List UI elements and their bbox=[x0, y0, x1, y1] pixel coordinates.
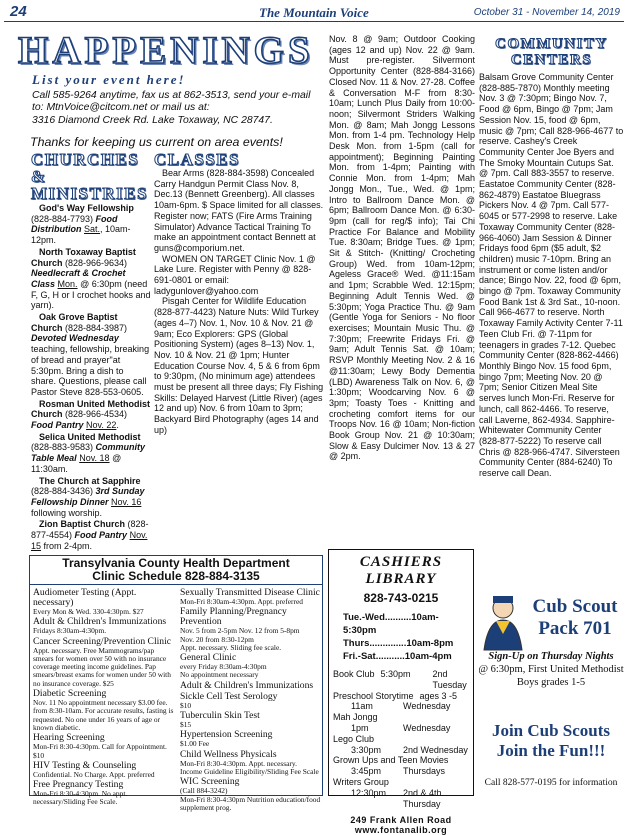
clinic-subtitle: Clinic Schedule 828-884-3135 bbox=[30, 570, 322, 585]
library-event bbox=[333, 691, 469, 702]
library-event-time: 11am bbox=[351, 701, 373, 712]
clinic-detail: (Call 884-3242) Mon-Fri 8:30-4:30pm Nutrition education/food supplement prog. bbox=[180, 786, 321, 812]
church-phone: (828-884-3436) bbox=[31, 486, 96, 497]
library-event-time: 3:45pm bbox=[351, 766, 382, 777]
church-entry bbox=[31, 519, 151, 551]
library-event-time: 3:30pm bbox=[351, 744, 382, 755]
scout-grades: Boys grades 1-5 bbox=[516, 677, 586, 688]
church-event: 3rd Sunday Fellowship Dinner bbox=[31, 486, 145, 507]
church-date: Nov. 18 bbox=[79, 453, 110, 464]
library-events bbox=[333, 669, 469, 809]
intro-line: to: MtnVoice@citcom.net or mail us at: bbox=[32, 102, 210, 114]
scout-call: Call 828-577-0195 for information bbox=[484, 778, 618, 788]
thanks-line: Thanks for keeping us current on area events! bbox=[30, 135, 283, 149]
silvermont-column bbox=[329, 34, 475, 462]
clinic-detail: Nov. 5 from 2-5pm Nov. 12 from 5-8pm Nov. 20 from 8:30-12pm Appt. necessary. Sliding fee scale. bbox=[180, 626, 300, 652]
church-event: Food Distribution bbox=[31, 213, 118, 235]
church-detail: @ 6:30pm (need F, G, H or I crochet hooks and yarn). bbox=[31, 278, 151, 311]
church-event: Needlecraft & Crochet Class bbox=[31, 268, 126, 289]
page-header bbox=[4, 2, 624, 22]
library-event bbox=[333, 669, 469, 691]
church-phone: (828-884-7793) bbox=[31, 213, 96, 224]
clinic-service: Adult & Children's Immunizations bbox=[33, 616, 167, 628]
classes-list bbox=[154, 168, 326, 436]
page-title: HAPPENINGS bbox=[18, 29, 314, 72]
church-detail: @ 11:30am. bbox=[31, 453, 122, 474]
library-hours-line: Tue.-Wed..........10am-5:30pm bbox=[343, 612, 439, 636]
clinic-detail: Every Mon & Wed. 330-4:30pm. $27 bbox=[33, 607, 144, 616]
church-event: Food Pantry bbox=[31, 420, 84, 431]
library-event-time: 12:30pm bbox=[351, 787, 387, 798]
library-event-time: ages 3 -5 bbox=[419, 690, 458, 701]
churches-heading: CHURCHES & MINISTRIES bbox=[31, 150, 149, 203]
clinic-service: Adult & Children's Immunizations bbox=[180, 679, 314, 691]
library-event-name: Writers Group bbox=[333, 776, 389, 787]
classes-column bbox=[154, 151, 326, 436]
church-name: Selica United Methodist bbox=[39, 431, 141, 442]
library-hours bbox=[343, 611, 469, 663]
scout-figure-icon bbox=[478, 592, 528, 652]
church-detail: following worship. bbox=[31, 507, 103, 518]
library-title: CASHIERS LIBRARY bbox=[359, 554, 443, 587]
church-event: Devoted Wednesday bbox=[31, 333, 119, 344]
library-event-name: Grown Ups and Teen Movies bbox=[333, 755, 449, 766]
clinic-service: Hearing Screening bbox=[33, 732, 105, 744]
clinic-detail: Confidential. No Charge. Appt. preferred bbox=[33, 769, 155, 779]
library-event-day: 2nd Tuesday bbox=[432, 669, 467, 690]
scout-details bbox=[478, 650, 624, 689]
scout-join-line: Join Cub Scouts bbox=[491, 721, 611, 740]
church-phone: (828-884-3987) bbox=[62, 322, 128, 333]
church-entry bbox=[31, 247, 151, 311]
library-event bbox=[333, 723, 469, 734]
library-phone: 828-743-0215 bbox=[363, 591, 439, 605]
church-event: Community Table Meal bbox=[31, 442, 146, 464]
clinic-service: Cancer Screening/Prevention Clinic bbox=[33, 635, 172, 647]
library-event bbox=[333, 788, 469, 810]
church-date: Nov. 15 bbox=[31, 530, 148, 551]
cub-scout-ad bbox=[478, 596, 624, 796]
church-name: Oak Grove Baptist Church bbox=[31, 312, 118, 333]
church-detail: from 2-4pm. bbox=[41, 540, 93, 551]
library-hours-line: Thurs..............10am-8pm bbox=[343, 638, 454, 649]
church-event: Food Pantry bbox=[74, 530, 128, 541]
intro-line: 3316 Diamond Creek Rd. Lake Toxaway, NC 28747. bbox=[32, 114, 273, 126]
clinic-detail: Nov. 11 No appointment necessary $3.00 fee. from 8:30-10am. For accurate results, fasting is requested. No one under 16 years of age or known diabetic. bbox=[33, 698, 174, 732]
library-event-day: Thursdays bbox=[403, 766, 446, 777]
clinic-service: Free Pregnancy Testing bbox=[33, 779, 124, 791]
class-entry: WOMEN ON TARGET Clinic Nov. 1 @ Lake Lure. Register with Penny @ 828-691-0801 or email: ladygunlover@yahoo.com bbox=[154, 253, 316, 296]
church-phone: (828-877-4554) bbox=[31, 519, 149, 541]
church-entry bbox=[31, 312, 151, 398]
scout-join-line: Join the Fun!!! bbox=[496, 741, 606, 760]
church-detail: , 10am-12pm. bbox=[31, 224, 131, 246]
issue-date: October 31 - November 14, 2019 bbox=[473, 7, 620, 18]
library-event-day: Wednesday bbox=[403, 722, 451, 733]
library-event-day: Wednesday bbox=[403, 701, 451, 712]
clinic-service: HIV Testing & Counseling bbox=[33, 759, 137, 771]
church-name: Zion Baptist Church bbox=[39, 519, 125, 530]
library-event bbox=[333, 777, 469, 788]
churches-list bbox=[31, 203, 151, 552]
intro-line: Call 585-9264 anytime, fax us at 862-3513, send your e-mail bbox=[32, 90, 311, 101]
clinic-service: Tuberculin Skin Test bbox=[180, 710, 260, 722]
church-phone: (828-966-9634) bbox=[62, 257, 128, 268]
library-event-name: Lego Club bbox=[333, 733, 375, 744]
church-name: God's Way Fellowship bbox=[39, 203, 134, 213]
library-event-name: Book Club bbox=[333, 669, 375, 679]
library-event-name: Preschool Storytime bbox=[333, 690, 414, 701]
clinic-detail: $1.00 Fee bbox=[180, 739, 210, 749]
class-entry: Bear Arms (828-884-3598) Concealed Carry Handgun Permit Class Nov. 8, Dec.13 (Bennett Greenberg). All classes 10am-6pm. $ Space limited for all classes. Register now; FATS (Fire Arms Training Simulator) Advance Tactical Training To make an appointment contact Bennett at guns@comporium.net. bbox=[154, 168, 324, 253]
churches-column bbox=[31, 151, 151, 552]
scout-title bbox=[526, 596, 624, 640]
library-event bbox=[333, 701, 469, 712]
clinic-service: Family Planning/Pregnancy Prevention bbox=[180, 606, 287, 628]
church-date: Nov. 22 bbox=[86, 420, 117, 431]
clinic-right bbox=[180, 587, 321, 812]
church-text: teaching, fellowship, breaking of bread and prayer"at 5:30pm. Bring a dish to share. Questions, please call Pastor Steve 828-553-0605. bbox=[31, 344, 150, 397]
library-hours-line: Fri.-Sat...........10am-4pm bbox=[343, 651, 452, 662]
library-address: 249 Frank Allen Road bbox=[350, 815, 452, 826]
church-date: Nov. 16 bbox=[111, 496, 142, 507]
clinic-service: General Clinic bbox=[180, 652, 237, 664]
clinic-service: Sexually Transmitted Disease Clinic bbox=[180, 587, 320, 598]
library-event-day: 2nd Wednesday bbox=[403, 744, 468, 755]
library-event bbox=[333, 734, 469, 745]
clinic-title: Transylvania County Health Department bbox=[62, 556, 290, 570]
library-event bbox=[333, 712, 469, 723]
community-heading: COMMUNITY CENTERS bbox=[495, 36, 608, 68]
scout-join bbox=[478, 721, 624, 761]
intro-text bbox=[32, 90, 327, 127]
clinic-service: Diabetic Screening bbox=[33, 688, 107, 700]
scout-title-line: Cub Scout bbox=[532, 596, 618, 617]
clinic-detail: Fridays 8:30am-4:30pm. bbox=[33, 626, 107, 636]
church-phone: (828-883-9583) bbox=[31, 442, 96, 453]
masthead: The Mountain Voice bbox=[259, 5, 369, 20]
church-name: North Toxaway Baptist Church bbox=[31, 246, 136, 268]
church-entry bbox=[31, 432, 151, 475]
clinic-detail: $15 bbox=[180, 720, 192, 730]
church-entry bbox=[31, 203, 151, 246]
library-event bbox=[333, 755, 469, 766]
clinic-detail: Appt. necessary. Free Mammograms/pap smears for women over 50 with no insurance coverage meeting income guidelines. Pap smears/breast exams for women under 50 with no insurance coverage. $25 bbox=[33, 645, 171, 688]
library-event-time: 5:30pm bbox=[380, 669, 411, 679]
church-name: The Church at Sapphire bbox=[39, 475, 141, 486]
library-event-name: Mah Jongg bbox=[333, 712, 378, 723]
clinic-detail: Mon-Fri 8:30am-4:30pm. Appt. preferred bbox=[180, 597, 303, 606]
scout-title-line: Pack 701 bbox=[538, 618, 612, 639]
library-event-day: 2nd & 4th Thursday bbox=[403, 787, 442, 809]
clinic-service: Audiometer Testing (Appt. necessary) bbox=[33, 587, 137, 608]
clinic-schedule bbox=[29, 555, 323, 812]
library-event-time bbox=[380, 734, 426, 745]
clinic-detail: Mon-Fri 8:30-4:30pm. Call for Appointment. $10 bbox=[33, 742, 167, 760]
community-column bbox=[479, 36, 624, 479]
church-entry bbox=[31, 476, 151, 519]
page-number: 24 bbox=[10, 3, 27, 20]
clinic-service: WIC Screening bbox=[180, 776, 240, 788]
clinic-detail: $10 bbox=[180, 700, 192, 710]
scout-signup: Sign-Up on Thursday Nights bbox=[488, 651, 614, 662]
church-name: Rosman United Methodist Church bbox=[31, 398, 151, 420]
church-entry bbox=[31, 399, 151, 431]
library-event bbox=[333, 766, 469, 777]
library-event-time: 1pm bbox=[351, 722, 369, 733]
library-event bbox=[333, 745, 469, 756]
library-web: www.fontanalib.org bbox=[354, 825, 448, 835]
clinic-left bbox=[33, 587, 176, 807]
church-date: Mon. bbox=[57, 278, 78, 289]
clinic-service: Hypertension Screening bbox=[180, 729, 273, 741]
subtitle: List your event here! bbox=[32, 72, 186, 87]
library-event-time bbox=[384, 712, 430, 723]
clinic-service: Child Wellness Physicals bbox=[180, 748, 277, 760]
community-list: Balsam Grove Community Center (828-885-7870) Monthly meeting Nov. 3 @ 7:30pm; Bingo Nov. 7, Food @ 6pm, Bingo @ 7pm; Jam Session Nov. 15, food @ 6pm, music @ 7pm; Call 828-966-4677 to reserve. Cashey's Creek Community Center Joe Byers and The Smoky Mountain Cutups Sat. @ 7pm. Call 883-3557 to reserve. Eastatoe Community Center (828-862-4879) Eastatoe Bluegrass Pickers Nov. 4 @ 7pm. Call 577-6045 or 577-2998 to reserve. Lake Toxaway Community Center (828-966-4060) Jam Session & Dinner Fridays food 6pm ($5 adult, $2 children) music 7-10pm. Bring an instrument or come listen and/or dance; Bingo Nov. 22, food @ 6pm, bingo @ 7pm. Toxaway Community Food Bank 1st & 3rd Sat., 10-noon. Call 966-4677 to reserve. North Toxaway Family Activity Center 7-11 Teen Club Fri. @ 7-11pm for teenagers in grades 7-12. Quebec Community Center (828-862-4466) Monthly Bingo Nov. 15 food 6pm, bingo 7pm; Meeting Nov. 20 @ 7pm; Senior Citizen Meal Site serves lunch Mon-Fri. Reserve for lunch, call 862-4466. To reserve, call Laverne, 862-4934. Sapphire-Whitewater Community Center (828-877-5222) To reserve call Chris @ 828-966-4747. Silversteen Community Center (884-6240) To reserve call Dean. bbox=[479, 72, 624, 479]
church-date: Sat. bbox=[84, 224, 101, 235]
scout-time: @ 6:30pm, First United Methodist bbox=[478, 664, 624, 675]
library-event-time bbox=[395, 777, 441, 788]
church-phone: (828-966-4534) bbox=[62, 409, 128, 420]
clinic-detail: every Friday 8:30am-4:30pm No appointment necessary bbox=[180, 662, 267, 680]
library-box bbox=[328, 549, 474, 835]
clinic-service: Sickle Cell Test Serology bbox=[180, 690, 278, 702]
church-detail: . bbox=[116, 420, 119, 431]
clinic-detail: Mon-Fri 8:30-4:30pm. No appt. necessary/Sliding Fee Scale. bbox=[33, 789, 128, 807]
class-entry: Pisgah Center for Wildlife Education (828-877-4423) Nature Nuts: Wild Turkey (ages 4–7) Nov. 1, Nov. 10 & Nov. 21 @ 9am; Eco Explorers: GPS (Global Positioning System) (ages 8–13) Nov. 1, Nov. 10 & Nov. 21 @ 1pm; Hunter Education Course Nov. 4, 5 & 6 from 6pm to 9:30pm, (No minimum age) attendees must be present all three days; Fly Fishing Skills: Delayed Harvest (Little River) (ages 12 and up) Nov. 6 from 10am to 3pm; Backyard Bird Photography (ages 14 and up) bbox=[154, 296, 324, 435]
classes-heading: CLASSES bbox=[154, 150, 241, 169]
silvermont-list: Nov. 8 @ 9am; Outdoor Cooking (ages 12 and up) Nov. 22 @ 9am. Must pre-register. Silvermont Opportunity Center (828-884-3166) Closed Nov. 11 & Nov. 27-28. Coffee & Conversation M-F from 8:30-10am; Lunch Plus Daily from 10:00-noon; Silvermont Striders Walking Mon. @ 8am; Mah Jongg Lessons Mon. from 1-4 pm. Technology Help Desk Mon. from 1-5pm (call for appointment); Beginning Painting Mon. from 1-4pm; Painting with Connie Mon. from 1-4pm; Mah Jongg Mon., Tue., Wed. @ 1pm; Intro to Ballroom Dance Mon. @ 6pm; Ballroom Dance Mon. @ 6:30-9pm (call for reg/$ info); Tai Chi Practice For Balance and Mobility Tue. 8:30am; Bridge Tues. @ 1pm; Sit & Stitch- (Knitting/ Crocheting Group) Wed. from 10am-12pm; Ageless Grace® Wed. @11:15am and 1pm; Scrabble Wed. 12:15pm; Beginning Adult Tennis Wed. @ 5:30pm; Yoga Practice Thu. @ 9am (Gentle Yoga for Seniors - No floor exercises; Mountain Music Thu. @ 7:30pm; Freewrite Fridays Fri. @ 9am; Adult Tennis Sat. @ 10am; RSVP Monthly Meeting Nov. 2 & 16 @11:30am; Lewy Body Dementia (LBD) Awareness Talk on Nov. 6, @ 1:30pm; Woodcarving Nov. 6 @ 3pm; Toasty Toes - Knitting and crocheting comfort items for our Troops Nov. 16 @ 10am; Non-fiction Book Group Nov. 21 @ 10:30am; Slow & Easy Dulcimer Nov. 13 & 27 @ 2pm. bbox=[329, 34, 475, 462]
clinic-detail: Mon-Fri 8:30-4:30pm. Appt. necessary. Income Guideline Eligibility/Sliding Fee Scale bbox=[180, 758, 319, 776]
